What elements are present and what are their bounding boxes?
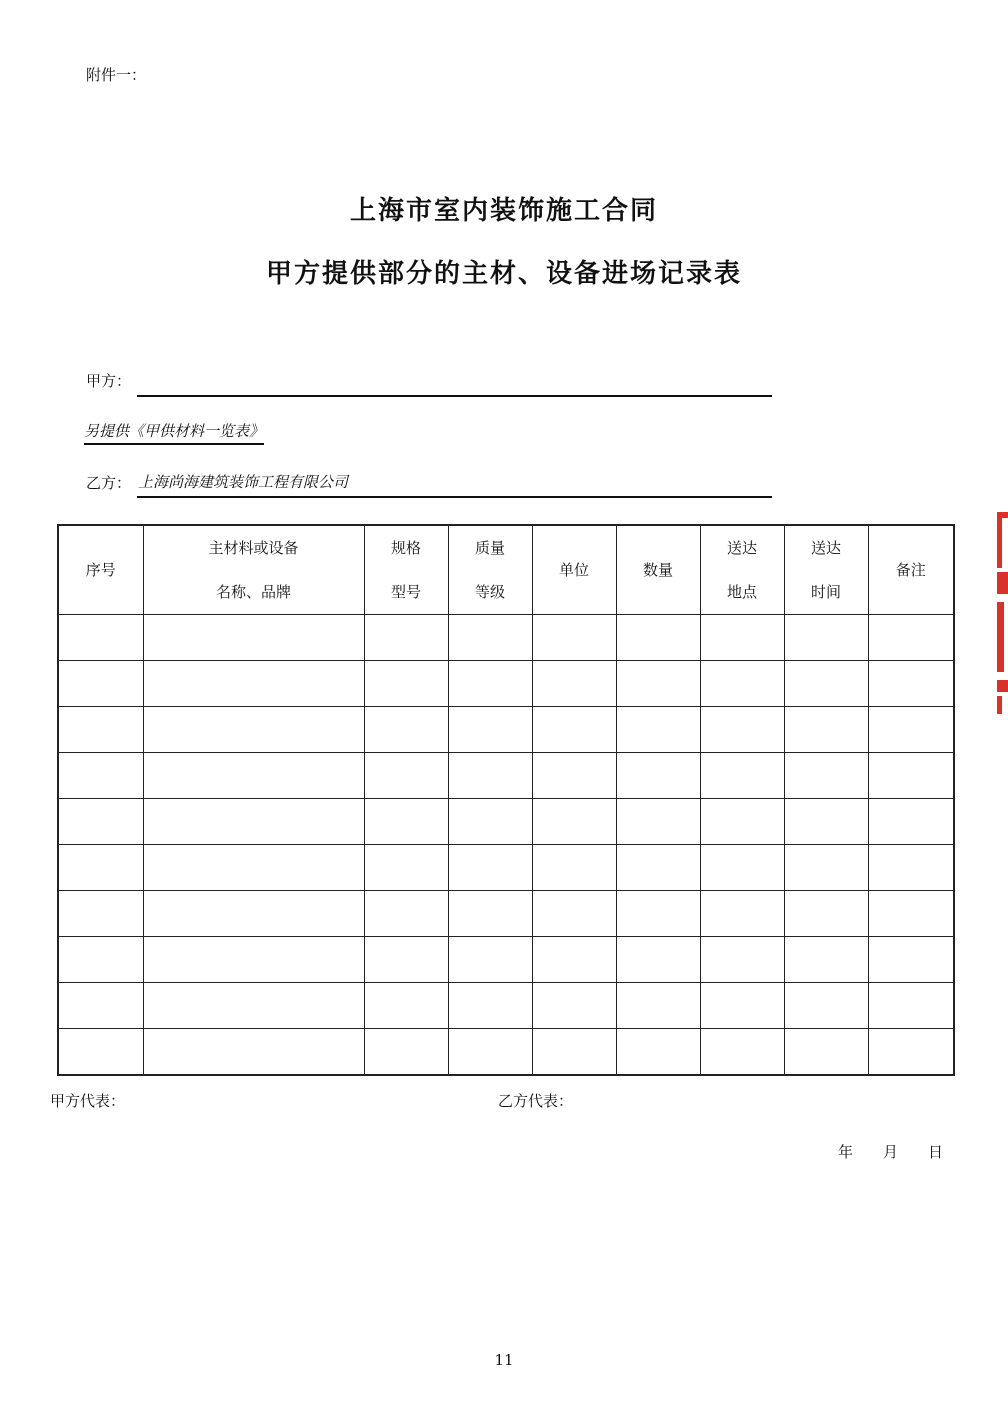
table-cell[interactable] <box>364 1029 448 1076</box>
table-cell[interactable] <box>448 891 532 937</box>
party-b-value: 上海尚海建筑装饰工程有限公司 <box>138 473 349 491</box>
table-cell[interactable] <box>532 707 616 753</box>
header-cell-line: 质量 <box>474 539 505 557</box>
table-cell[interactable] <box>700 753 784 799</box>
header-cell-line: 等级 <box>474 583 505 601</box>
header-cell-line: 送达 <box>810 539 841 557</box>
table-cell[interactable] <box>532 891 616 937</box>
table-cell[interactable] <box>364 707 448 753</box>
table-cell[interactable] <box>143 799 364 845</box>
table-cell[interactable] <box>784 937 868 983</box>
table-cell[interactable] <box>616 937 700 983</box>
table-cell[interactable] <box>868 891 954 937</box>
party-b-underline <box>137 496 772 498</box>
table-cell[interactable] <box>784 983 868 1029</box>
table-row <box>58 661 954 707</box>
table-cell[interactable] <box>448 615 532 661</box>
header-cell <box>143 525 364 615</box>
table-cell[interactable] <box>58 983 143 1029</box>
table-cell[interactable] <box>143 661 364 707</box>
header-cell-line: 规格 <box>390 539 421 557</box>
header-row <box>58 525 954 615</box>
header-cell-line: 地点 <box>726 583 757 601</box>
table-cell[interactable] <box>784 661 868 707</box>
table-cell[interactable] <box>616 983 700 1029</box>
table-cell[interactable] <box>58 707 143 753</box>
table-cell[interactable] <box>364 891 448 937</box>
table-row <box>58 753 954 799</box>
table-cell[interactable] <box>616 845 700 891</box>
table-cell[interactable] <box>143 891 364 937</box>
table-cell[interactable] <box>616 1029 700 1076</box>
header-cell <box>448 525 532 615</box>
table-cell[interactable] <box>784 845 868 891</box>
table-cell[interactable] <box>532 1029 616 1076</box>
table-body <box>58 615 954 1076</box>
table-cell[interactable] <box>448 707 532 753</box>
table-cell[interactable] <box>364 937 448 983</box>
table-cell[interactable] <box>58 891 143 937</box>
table-cell[interactable] <box>532 845 616 891</box>
header-cell <box>700 525 784 615</box>
table-cell[interactable] <box>448 661 532 707</box>
page-number: 11 <box>494 1351 514 1369</box>
table-cell[interactable] <box>143 707 364 753</box>
date-day: 日 <box>928 1143 944 1161</box>
attachment-label: 附件一： <box>86 66 147 84</box>
header-cell <box>616 525 700 615</box>
table-cell[interactable] <box>143 615 364 661</box>
table-cell[interactable] <box>616 707 700 753</box>
table-cell[interactable] <box>143 937 364 983</box>
table-cell[interactable] <box>364 615 448 661</box>
table-cell[interactable] <box>700 615 784 661</box>
table-cell[interactable] <box>700 799 784 845</box>
table-cell[interactable] <box>532 799 616 845</box>
table-cell[interactable] <box>364 799 448 845</box>
table-cell[interactable] <box>616 615 700 661</box>
table-cell[interactable] <box>364 661 448 707</box>
table-cell[interactable] <box>143 753 364 799</box>
record-table <box>57 524 955 1076</box>
table-cell[interactable] <box>532 661 616 707</box>
table-cell[interactable] <box>58 937 143 983</box>
table-cell[interactable] <box>784 707 868 753</box>
table-cell[interactable] <box>700 661 784 707</box>
table-cell[interactable] <box>58 1029 143 1076</box>
table-cell[interactable] <box>58 615 143 661</box>
table-cell[interactable] <box>784 1029 868 1076</box>
table-cell[interactable] <box>700 707 784 753</box>
table-cell[interactable] <box>868 661 954 707</box>
table-row <box>58 615 954 661</box>
table-row <box>58 1029 954 1076</box>
table-cell[interactable] <box>58 753 143 799</box>
header-cell <box>58 525 143 615</box>
table-cell[interactable] <box>700 983 784 1029</box>
table-cell[interactable] <box>448 799 532 845</box>
table-cell[interactable] <box>58 661 143 707</box>
table-cell[interactable] <box>616 753 700 799</box>
table-cell[interactable] <box>143 983 364 1029</box>
table-cell[interactable] <box>616 799 700 845</box>
party-a-underline <box>137 395 772 397</box>
table-cell[interactable] <box>448 753 532 799</box>
table-cell[interactable] <box>868 615 954 661</box>
header-cell-line: 名称、品牌 <box>215 583 291 601</box>
header-cell <box>784 525 868 615</box>
table-cell[interactable] <box>784 891 868 937</box>
table-cell[interactable] <box>700 845 784 891</box>
table-cell[interactable] <box>868 753 954 799</box>
header-cell-line: 型号 <box>390 583 421 601</box>
header-cell-line: 送达 <box>726 539 757 557</box>
table-row <box>58 707 954 753</box>
table-cell[interactable] <box>58 845 143 891</box>
table-row <box>58 937 954 983</box>
table-cell[interactable] <box>868 845 954 891</box>
table-cell[interactable] <box>532 983 616 1029</box>
header-cell-line: 时间 <box>810 583 841 601</box>
table-row <box>58 891 954 937</box>
table-cell[interactable] <box>868 983 954 1029</box>
red-seal-edge <box>997 512 1008 714</box>
document-title: 上海市室内装饰施工合同 <box>349 196 658 226</box>
table-cell[interactable] <box>448 1029 532 1076</box>
table-cell[interactable] <box>364 983 448 1029</box>
header-cell-line: 主材料或设备 <box>208 539 299 557</box>
table-cell[interactable] <box>448 845 532 891</box>
table-cell[interactable] <box>448 983 532 1029</box>
note-text: 另提供《甲供材料一览表》 <box>84 420 264 445</box>
table-cell[interactable] <box>616 661 700 707</box>
table-cell[interactable] <box>700 891 784 937</box>
table-cell[interactable] <box>616 891 700 937</box>
table-cell[interactable] <box>364 845 448 891</box>
table-cell[interactable] <box>364 753 448 799</box>
form-title: 甲方提供部分的主材、设备进场记录表 <box>265 259 742 289</box>
table-cell[interactable] <box>143 845 364 891</box>
table-cell[interactable] <box>784 753 868 799</box>
party-a-label: 甲方： <box>86 372 132 390</box>
table-row <box>58 845 954 891</box>
header-cell <box>532 525 616 615</box>
header-cell-line: 数量 <box>642 561 673 579</box>
table-cell[interactable] <box>868 799 954 845</box>
date-month: 月 <box>883 1143 899 1161</box>
table-header <box>58 525 954 615</box>
table-cell[interactable] <box>700 937 784 983</box>
party-b-representative-label: 乙方代表： <box>498 1092 574 1110</box>
table-cell[interactable] <box>784 799 868 845</box>
header-cell-line: 备注 <box>895 561 926 579</box>
party-a-representative-label: 甲方代表： <box>50 1092 126 1110</box>
table-row <box>58 983 954 1029</box>
table-cell[interactable] <box>58 799 143 845</box>
table-cell[interactable] <box>532 615 616 661</box>
table-cell[interactable] <box>532 753 616 799</box>
date-year: 年 <box>838 1143 854 1161</box>
table-cell[interactable] <box>448 937 532 983</box>
table-cell[interactable] <box>868 1029 954 1076</box>
table-cell[interactable] <box>784 615 868 661</box>
table-row <box>58 799 954 845</box>
header-cell-line: 序号 <box>85 561 116 579</box>
party-b-label: 乙方： <box>86 474 132 492</box>
table-cell[interactable] <box>143 1029 364 1076</box>
header-cell <box>364 525 448 615</box>
table-cell[interactable] <box>868 707 954 753</box>
header-cell-line: 单位 <box>558 561 589 579</box>
table-cell[interactable] <box>700 1029 784 1076</box>
table-cell[interactable] <box>532 937 616 983</box>
header-cell <box>868 525 954 615</box>
table-cell[interactable] <box>868 937 954 983</box>
